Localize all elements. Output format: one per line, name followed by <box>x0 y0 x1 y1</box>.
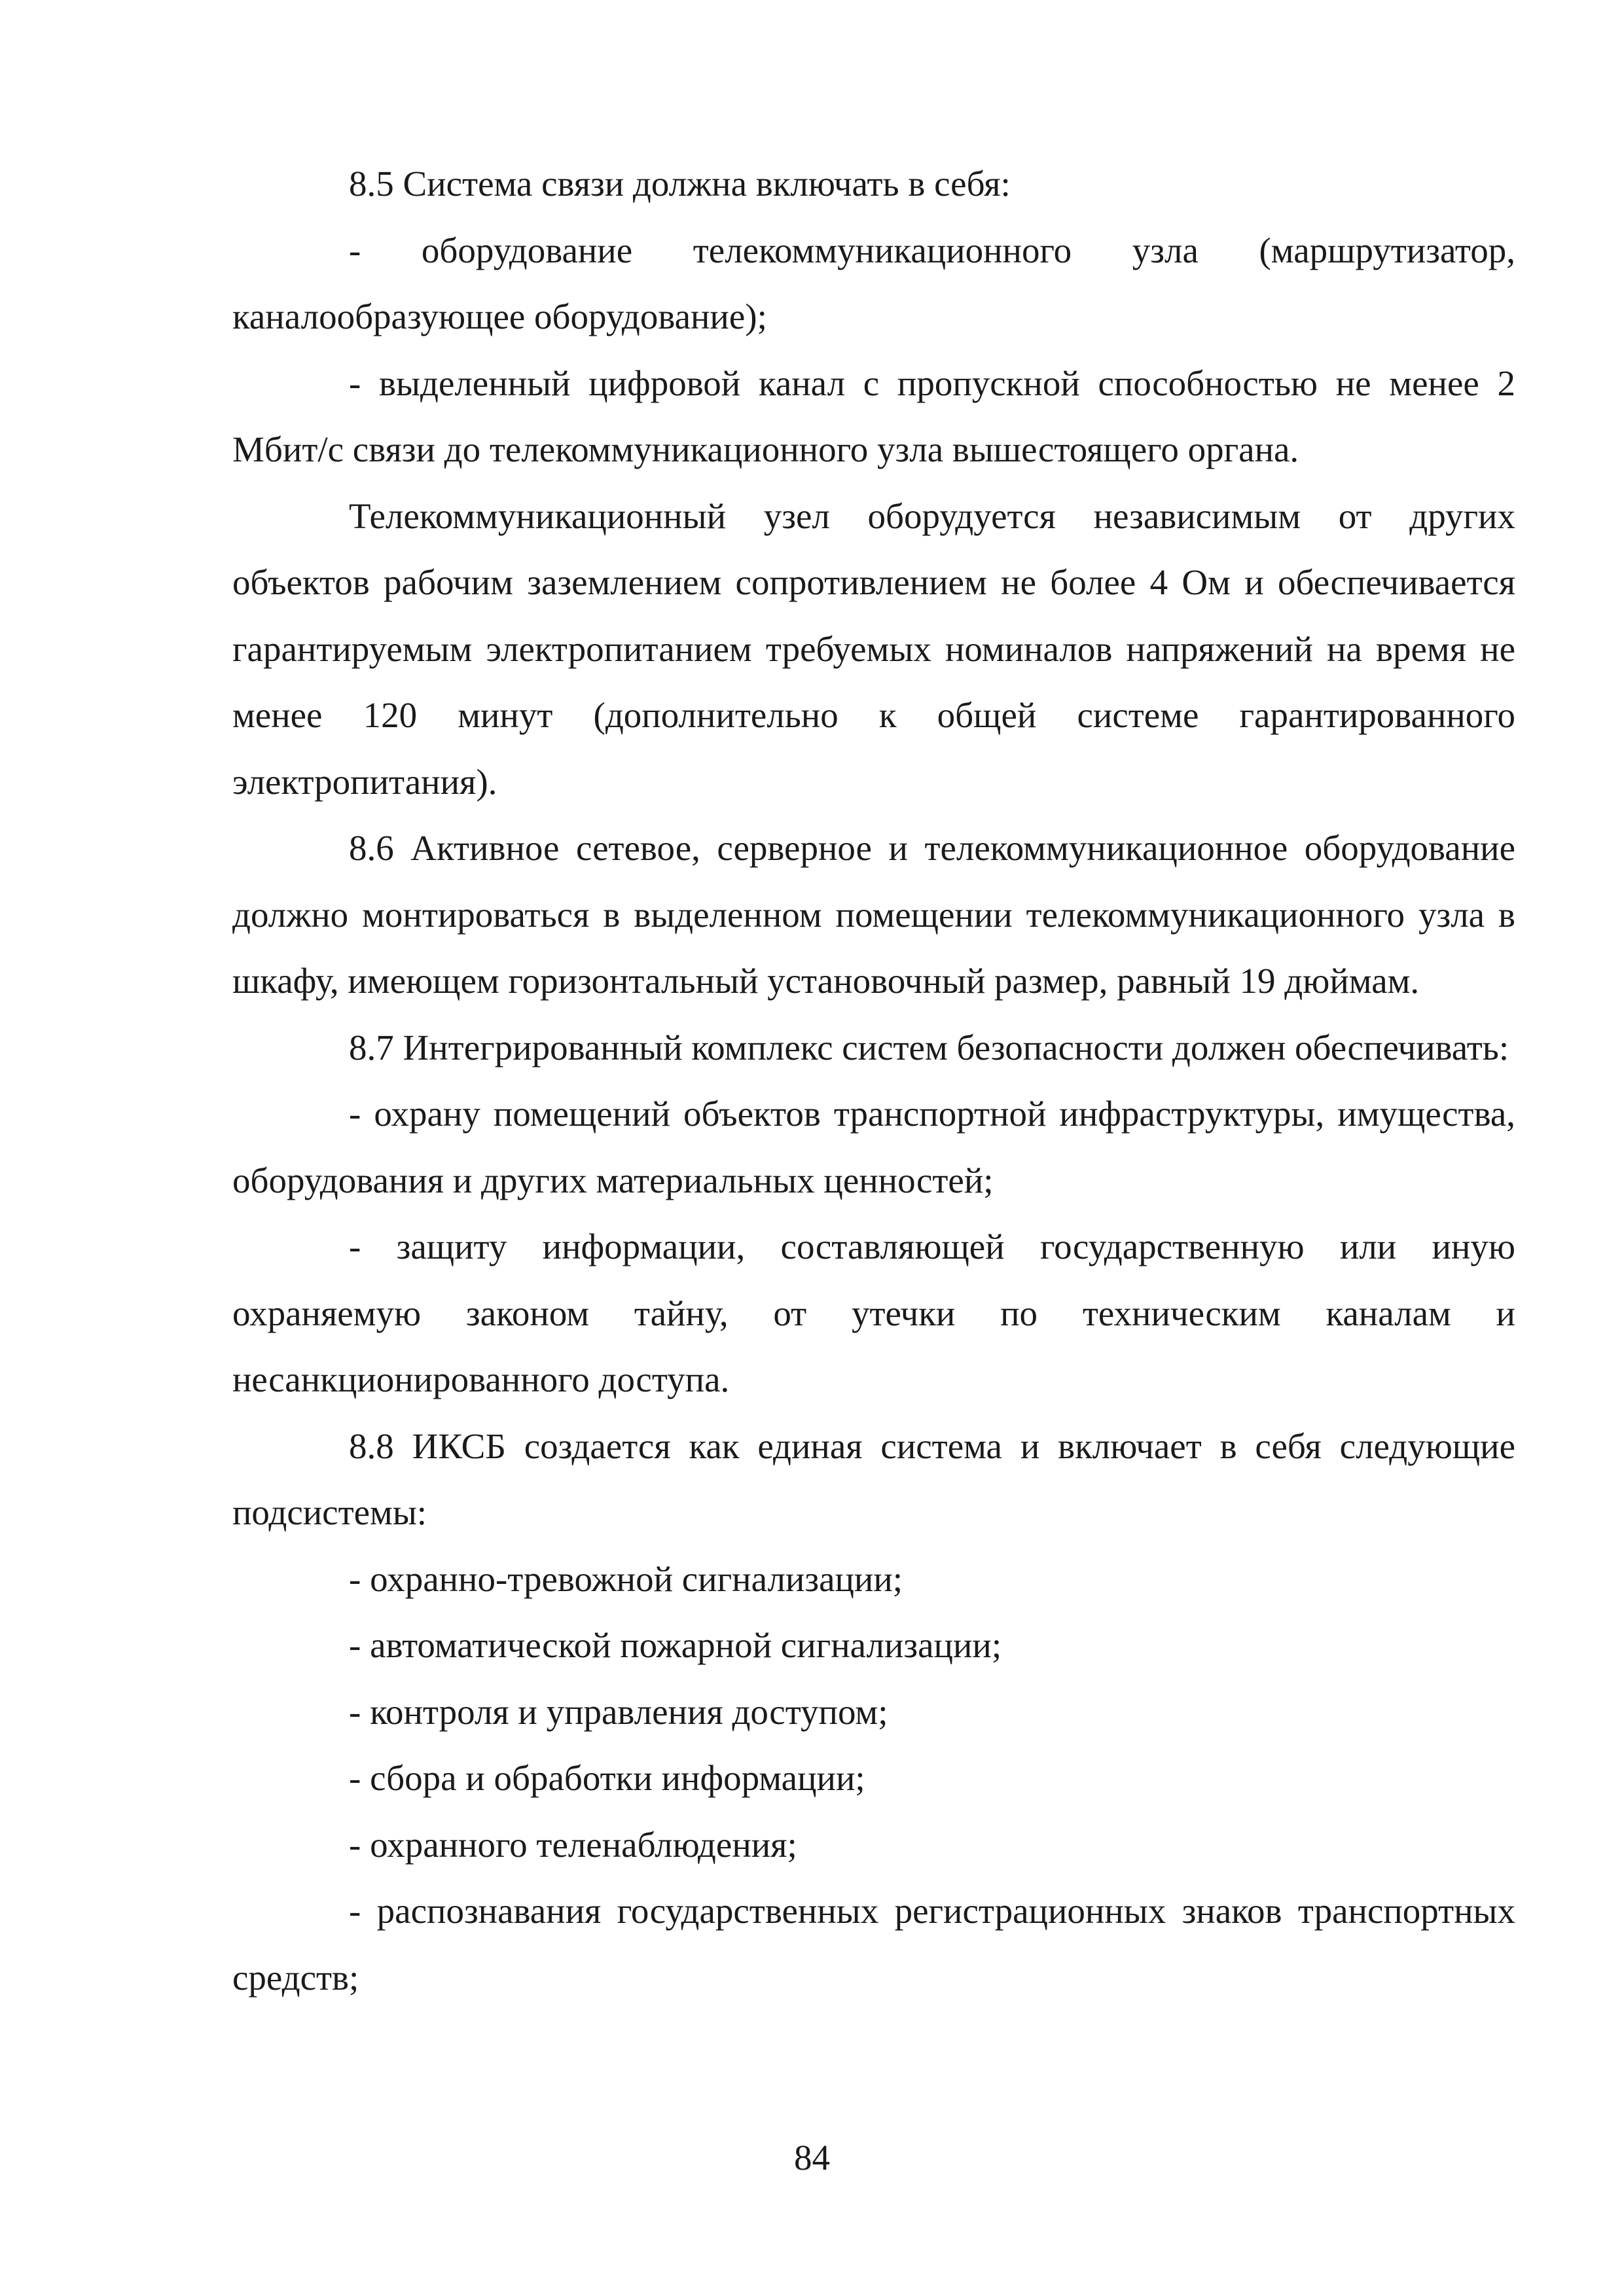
paragraph-8-8: 8.8 ИКСБ создается как единая система и включает в себя следующие подсистемы: <box>232 1426 1515 1532</box>
list-item-digital-channel: - выделенный цифровой канал с пропускной способностью не менее 2 Мбит/с связи до телекоммуникационного узла вышестоящего органа. <box>232 363 1515 469</box>
list-item-information-processing: - сбора и обработки информации; <box>349 1758 865 1798</box>
paragraph-8-6: 8.6 Активное сетевое, серверное и телекоммуникационное оборудование должно монтироваться в выделенном помещении телекоммуникационного узла в шкафу, имеющем горизонтальный установочный размер, равный 19 дюймам. <box>232 828 1515 1001</box>
list-item-premises-protection: - охрану помещений объектов транспортной инфраструктуры, имущества, оборудования и других материальных ценностей; <box>232 1094 1515 1200</box>
paragraph-telecom-node: Телекоммуникационный узел оборудуется независимым от других объектов рабочим заземлением сопротивлением не более 4 Ом и обеспечивается гарантируемым электропитанием требуемых номиналов напряжений на время не менее 120 минут (дополнительно к общей системе гарантированного электропитания). <box>232 495 1515 802</box>
document-page <box>232 151 1515 2011</box>
paragraph-8-5: 8.5 Система связи должна включать в себя: <box>349 164 1011 204</box>
list-item-video-surveillance: - охранного теленаблюдения; <box>349 1824 797 1865</box>
page-number: 84 <box>794 2138 830 2178</box>
list-item-information-protection: - защиту информации, составляющей государственную или иную охраняемую законом тайну, от утечки по техническим каналам и несанкционированного доступа. <box>232 1227 1515 1399</box>
list-item-plate-recognition: - распознавания государственных регистрационных знаков транспортных средств; <box>232 1891 1515 1998</box>
list-item-telecom-equipment: - оборудование телекоммуникационного узла (маршрутизатор, каналообразующее оборудование); <box>232 230 1515 336</box>
list-item-fire-alarm: - автоматической пожарной сигнализации; <box>349 1625 1002 1665</box>
list-item-access-control: - контроля и управления доступом; <box>349 1691 888 1732</box>
list-item-alarm-signaling: - охранно-тревожной сигнализации; <box>349 1558 903 1599</box>
paragraph-8-7: 8.7 Интегрированный комплекс систем безопасности должен обеспечивать: <box>349 1027 1509 1067</box>
